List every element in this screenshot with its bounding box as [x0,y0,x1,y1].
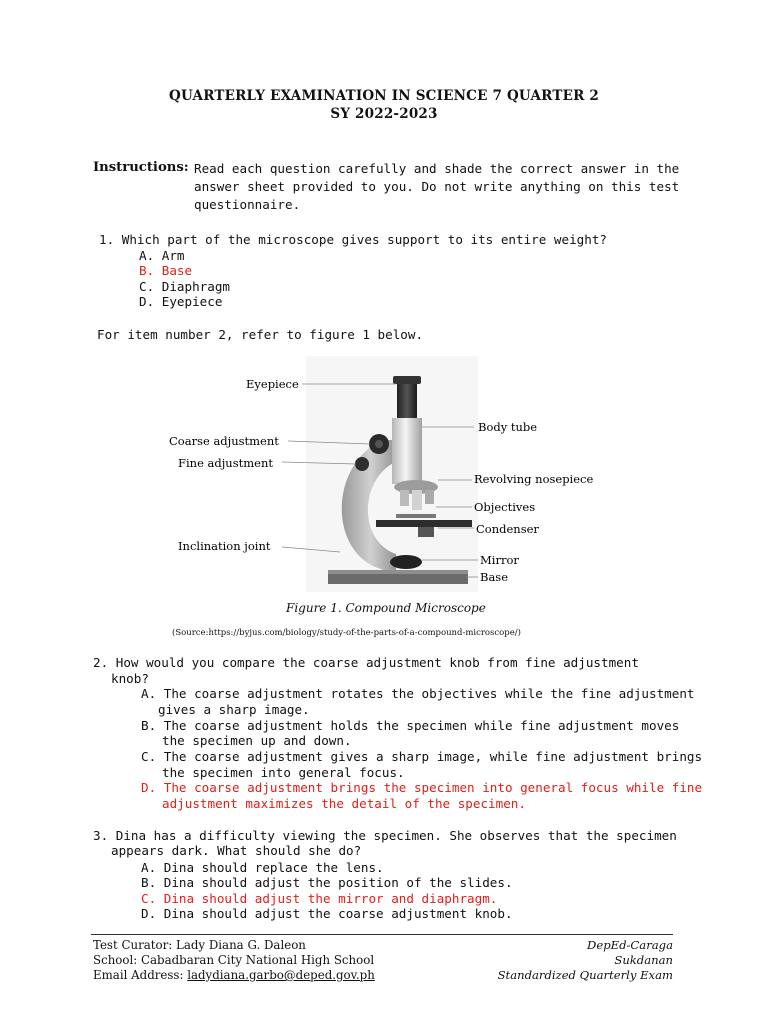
q3-option-b: B. Dina should adjust the position of the slides. [141,875,513,890]
exam-title: QUARTERLY EXAMINATION IN SCIENCE 7 QUARTER 2 [169,88,599,104]
q3-option-c-correct: C. Dina should adjust the mirror and diaphragm. [141,891,498,906]
school-year: SY 2022-2023 [330,106,438,122]
body-tube-part [392,418,422,484]
footer-curator: Test Curator: Lady Diana G. Daleon [93,938,306,952]
question-3-line-2: appears dark. What should she do? [111,843,362,858]
footer-email-link[interactable]: ladydiana.garbo@deped.gov.ph [187,968,375,982]
q2-option-a-cont: gives a sharp image. [158,702,310,717]
instructions-line-2: answer sheet provided to you. Do not write anything on this test [194,179,680,194]
label-condenser: Condenser [476,522,539,536]
q3-option-a: A. Dina should replace the lens. [141,860,384,875]
footer-email-row [93,968,375,982]
label-base: Base [480,570,509,584]
footer-right-3: Standardized Quarterly Exam [497,968,673,982]
q1-option-c: C. Diaphragm [139,279,230,294]
refer-note: For item number 2, refer to figure 1 below. [97,327,424,342]
label-revolving-nosepiece: Revolving nosepiece [474,472,594,486]
label-eyepiece: Eyepiece [246,377,299,391]
label-mirror: Mirror [480,553,519,567]
stage-part [376,520,472,527]
q2-option-c-cont: the specimen into general focus. [162,765,405,780]
eyepiece-part [397,380,417,420]
label-objectives: Objectives [474,500,536,514]
question-1: 1. Which part of the microscope gives support to its entire weight? [99,232,607,247]
figure-caption: Figure 1. Compound Microscope [286,601,486,615]
footer-email-label: Email Address: [93,968,188,982]
mirror-part [390,555,422,569]
label-inclination-joint: Inclination joint [178,539,271,553]
label-fine-adjustment: Fine adjustment [178,456,273,470]
question-2-line-1: 2. How would you compare the coarse adjustment knob from fine adjustment [93,655,639,670]
label-body-tube: Body tube [478,420,538,434]
instructions-line-3: questionnaire. [194,197,301,212]
footer-divider [91,934,673,935]
footer-school: School: Cabadbaran City National High School [93,953,375,967]
q2-option-d-correct-cont: adjustment maximizes the detail of the specimen. [162,796,526,811]
microscope-figure [160,356,620,596]
footer-right-1: DepEd-Caraga [587,938,673,952]
fine-knob [355,457,369,471]
q1-option-d: D. Eyepiece [139,294,223,309]
label-coarse-adjustment: Coarse adjustment [169,434,279,448]
question-2-line-2: knob? [111,671,149,686]
q2-option-b: B. The coarse adjustment holds the specimen while fine adjustment moves [141,718,680,733]
q2-option-a: A. The coarse adjustment rotates the objectives while the fine adjustment [141,686,695,701]
q2-option-b-cont: the specimen up and down. [162,733,352,748]
q2-option-d-correct: D. The coarse adjustment brings the specimen into general focus while fine [141,780,703,795]
figure-source: (Source:https://byjus.com/biology/study-of-the-parts-of-a-compound-microscope/) [172,628,521,638]
question-3-line-1: 3. Dina has a difficulty viewing the specimen. She observes that the specimen [93,828,677,843]
instructions-line-1: Read each question carefully and shade the correct answer in the [194,161,680,176]
instructions-label: Instructions: [93,160,189,175]
q2-option-c: C. The coarse adjustment gives a sharp image, while fine adjustment brings [141,749,703,764]
q1-option-b-correct: B. Base [139,263,193,278]
q1-option-a: A. Arm [139,248,185,263]
footer-right-2: Sukdanan [614,953,673,967]
q3-option-d: D. Dina should adjust the coarse adjustment knob. [141,906,513,921]
